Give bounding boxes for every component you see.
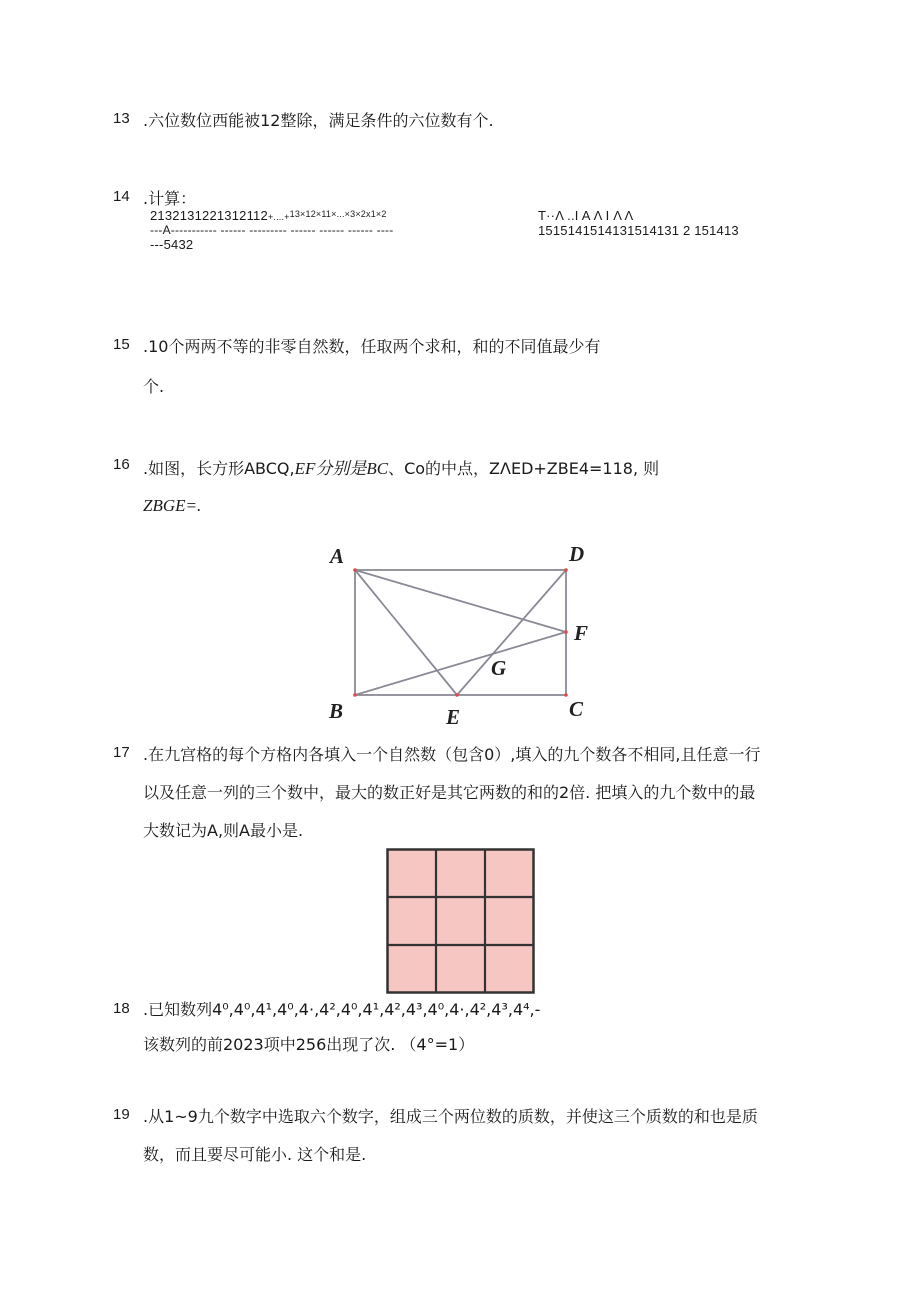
question-number: 19 xyxy=(113,1106,130,1123)
segment-ae xyxy=(355,570,457,695)
question-number: 16 xyxy=(113,456,130,473)
expression-right-row2: 1515141514131514131 2 151413 xyxy=(538,223,739,238)
label-d: D xyxy=(569,542,585,566)
question-15-text-2: 个. xyxy=(143,377,165,396)
question-number: 18 xyxy=(113,1000,130,1017)
question-15-text: .10个两两不等的非零自然数，任取两个求和，和的不同值最少有 xyxy=(143,337,601,356)
question-number: 14 xyxy=(113,188,130,205)
question-number: 13 xyxy=(113,110,130,127)
question-18-text-2: 该数列的前2023项中256出现了次. （4°=1） xyxy=(143,1035,475,1054)
label-b: B xyxy=(329,699,344,723)
segment-af xyxy=(355,570,566,632)
expression-right-row1: T··Λ ..I A Λ I Λ Λ xyxy=(538,208,634,223)
expression-left-row1 xyxy=(150,208,387,223)
question-13-text: .六位数位西能被12整除，满足条件的六位数有个. xyxy=(143,111,494,130)
rectangle-figure xyxy=(320,535,600,730)
question-19-text: .从1~9九个数字中选取六个数字，组成三个两位数的质数，并使这三个质数的和也是质 xyxy=(143,1107,758,1126)
expression-ops: +....+ xyxy=(267,212,290,222)
nine-grid xyxy=(386,848,536,994)
expression-left-row3: ---5432 xyxy=(150,237,194,252)
question-19-text-2: 数，而且要尽可能小. 这个和是. xyxy=(143,1145,367,1164)
question-16-part-b: EF分别是BC xyxy=(294,459,389,478)
label-c: C xyxy=(569,697,584,721)
expression-digits: 2132131221312112 xyxy=(150,208,268,223)
question-16-text-2: ZBGE=. xyxy=(143,496,202,515)
question-17-text-2: 以及任意一列的三个数中，最大的数正好是其它两数的和的2倍. 把填入的九个数中的最 xyxy=(143,783,756,802)
question-number: 17 xyxy=(113,744,130,761)
question-16-part-a: .如图，长方形ABCQ, xyxy=(143,459,295,478)
rectangle-abcd xyxy=(355,570,566,695)
question-16-part-c: 、Co的中点，ZΛED+ZBE4=118, 则 xyxy=(388,459,660,478)
segment-ed xyxy=(457,570,566,695)
expression-left-row2: ---A----------- ------ --------- ------ ------ ------ ---- xyxy=(150,223,394,237)
label-f: F xyxy=(574,621,589,645)
question-17-text: .在九宫格的每个方格内各填入一个自然数（包含0）,填入的九个数各不相同,且任意一行 xyxy=(143,745,761,764)
question-number: 15 xyxy=(113,336,130,353)
question-16-text xyxy=(143,454,659,479)
label-a: A xyxy=(330,544,345,568)
question-14-label: .计算： xyxy=(143,189,197,208)
question-18-text: .已知数列4⁰,4⁰,4¹,4⁰,4·,4²,4⁰,4¹,4²,4³,4⁰,4·,4²,4³,4⁴,- xyxy=(143,1000,541,1019)
expression-tail: 13×12×11×...×3×2x1×2 xyxy=(289,209,387,219)
label-e: E xyxy=(446,705,461,729)
segment-bf xyxy=(355,632,566,695)
label-g: G xyxy=(491,656,507,680)
question-17-text-3: 大数记为A,则A最小是. xyxy=(143,821,304,840)
